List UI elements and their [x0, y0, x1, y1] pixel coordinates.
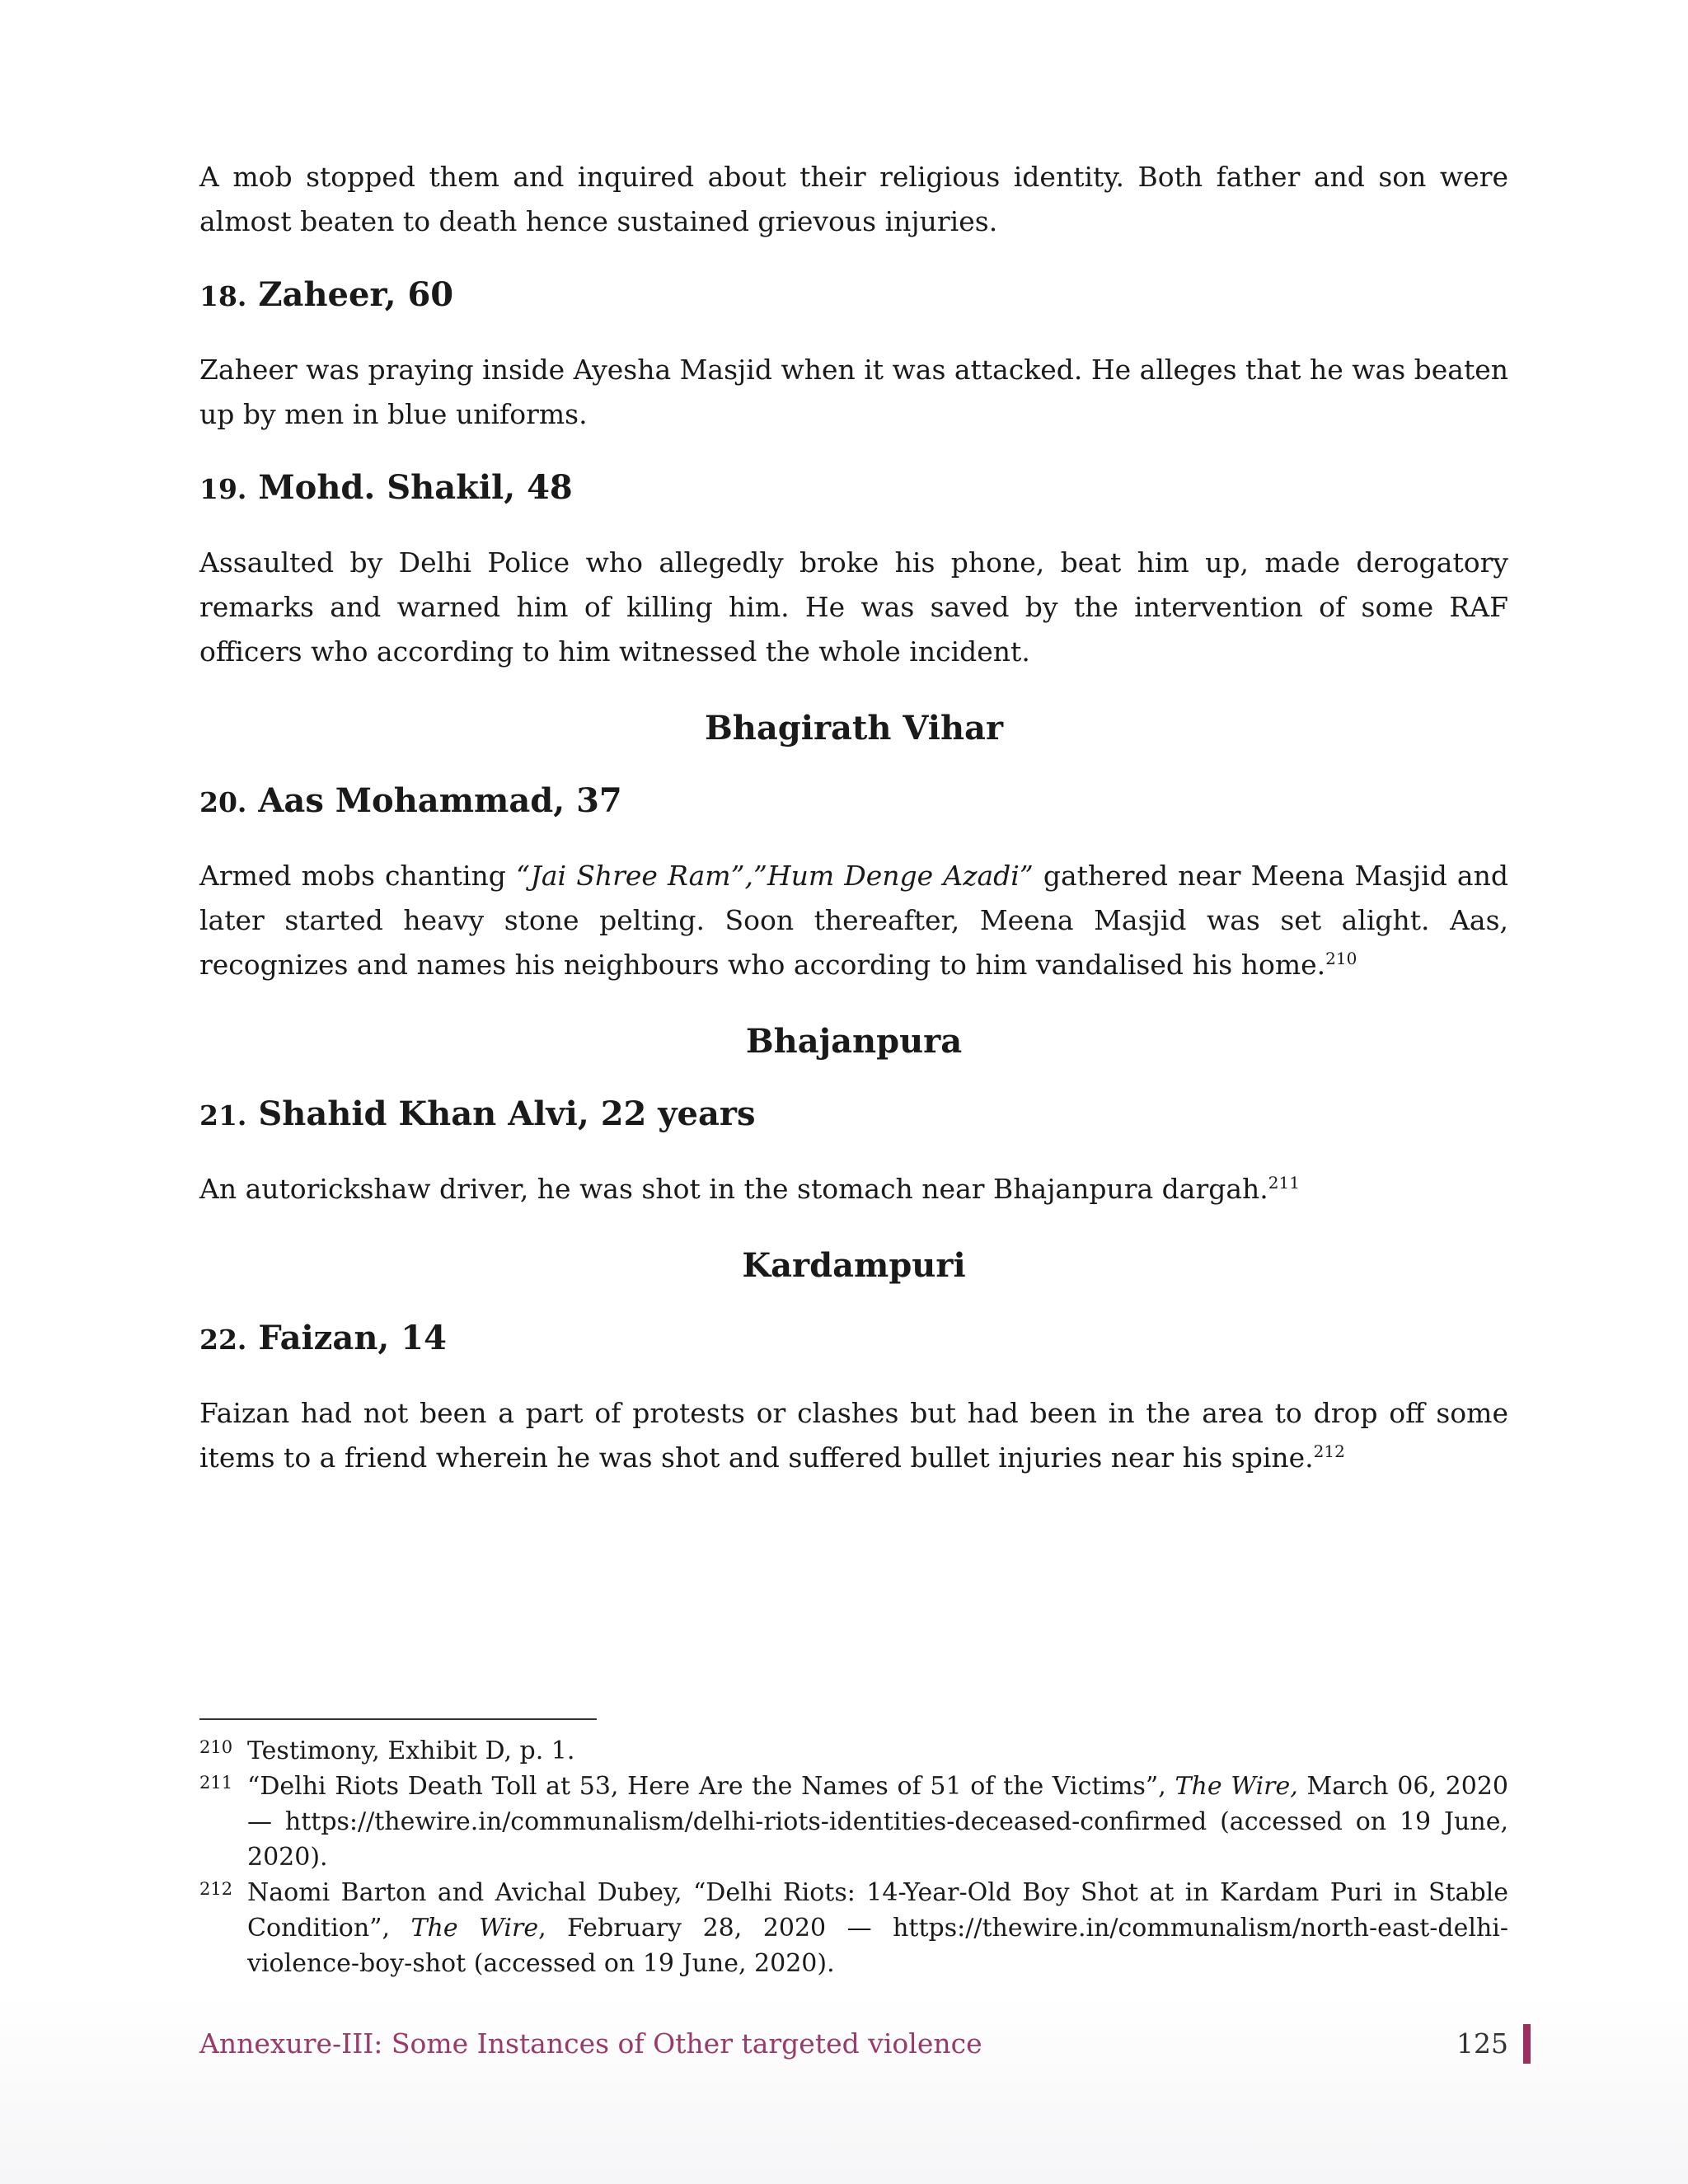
entry-name: Mohd. Shakil, 48 — [258, 468, 573, 507]
entry-name: Shahid Khan Alvi, 22 years — [258, 1094, 756, 1133]
footnote-number: 211 — [199, 1773, 233, 1793]
footnote-number: 212 — [199, 1879, 233, 1899]
entry-number: 22. — [199, 1324, 247, 1356]
page-bottom-shade — [0, 1994, 1688, 2184]
footnote-divider — [199, 1718, 597, 1720]
entry-heading-20 — [199, 780, 1508, 824]
entry-heading-22 — [199, 1317, 1508, 1361]
footnote-ref-211[interactable]: 211 — [1268, 1173, 1300, 1193]
entry-text-20: Armed mobs chanting “Jai Shree Ram”,”Hum Denge Azadi” gathered near Meena Masjid and later started heavy stone pelting. Soon thereafter, Meena Masjid was set alight. Aas, recognizes and names his neighbours who according to him vandalised his home.$^{210}$ — [199, 860, 1508, 981]
footnote-212: 212 Naomi Barton and Avichal Dubey, “Delhi Riots: 14-Year-Old Boy Shot at in Kardam Puri in Stable Condition”, The Wire, February 28, 2020 — https://thewire.in/communalism/north-east-delhi-violence-boy-shot (accessed on 19 June, 2020). — [199, 1875, 1508, 1981]
entry-name: Zaheer, 60 — [258, 275, 454, 314]
entry-text-18: Zaheer was praying inside Ayesha Masjid when it was attacked. He alleges that he was beaten up by men in blue uniforms. — [199, 354, 1508, 430]
entry-name: Aas Mohammad, 37 — [258, 781, 622, 820]
entry-name: Faizan, 14 — [258, 1319, 447, 1357]
entry-text-22: Faizan had not been a part of protests or clashes but had been in the area to drop off some items to a friend wherein he was shot and suffered bullet injuries near his spine.$^{212}$ — [199, 1397, 1508, 1474]
footnote-number: 210 — [199, 1737, 233, 1757]
page-number-accent-bar — [1523, 2024, 1531, 2064]
page-number: 125 — [1456, 2027, 1508, 2060]
footnote-210: 210 Testimony, Exhibit D, p. 1. — [199, 1733, 1508, 1769]
entry-number: 18. — [199, 280, 247, 312]
intro-paragraph: A mob stopped them and inquired about their religious identity. Both father and son were almost beaten to death hence sustained grievous injuries. — [199, 161, 1508, 237]
section-title-bhajanpura: Bhajanpura — [745, 1022, 963, 1061]
publication-name: The Wire — [410, 1914, 539, 1943]
page-body — [199, 155, 1508, 1480]
entry-number: 21. — [199, 1099, 247, 1132]
section-title-kardampuri: Kardampuri — [742, 1246, 966, 1285]
entry-number: 19. — [199, 473, 247, 505]
footnote-211: 211 “Delhi Riots Death Toll at 53, Here Are the Names of 51 of the Victims”, The Wire, March 06, 2020 — https://thewire.in/communalism/delhi-riots-identities-deceased-confirmed (accessed on 19 June, 2020). — [199, 1769, 1508, 1875]
entry-heading-19 — [199, 466, 1508, 511]
footnote-ref-212[interactable]: 212 — [1313, 1441, 1345, 1461]
running-footer-title: Annexure-III: Some Instances of Other targeted violence — [199, 2027, 982, 2060]
entry-heading-21 — [199, 1093, 1508, 1137]
entry-heading-18 — [199, 274, 1508, 318]
quoted-chant: “Jai Shree Ram”,”Hum Denge Azadi” — [516, 860, 1034, 892]
section-title-bhagirath-vihar: Bhagirath Vihar — [704, 709, 1004, 748]
footnote-ref-210[interactable]: 210 — [1325, 949, 1357, 968]
entry-text-19: Assaulted by Delhi Police who allegedly broke his phone, beat him up, made derogatory remarks and warned him of killing him. He was saved by the intervention of some RAF officers who according to him witnessed the whole incident. — [199, 546, 1508, 668]
entry-text-21: An autorickshaw driver, he was shot in the stomach near Bhajanpura dargah.$^{211}$ — [199, 1173, 1300, 1205]
publication-name: The Wire, — [1175, 1772, 1298, 1801]
footnotes — [199, 1733, 1508, 1981]
entry-number: 20. — [199, 786, 247, 818]
